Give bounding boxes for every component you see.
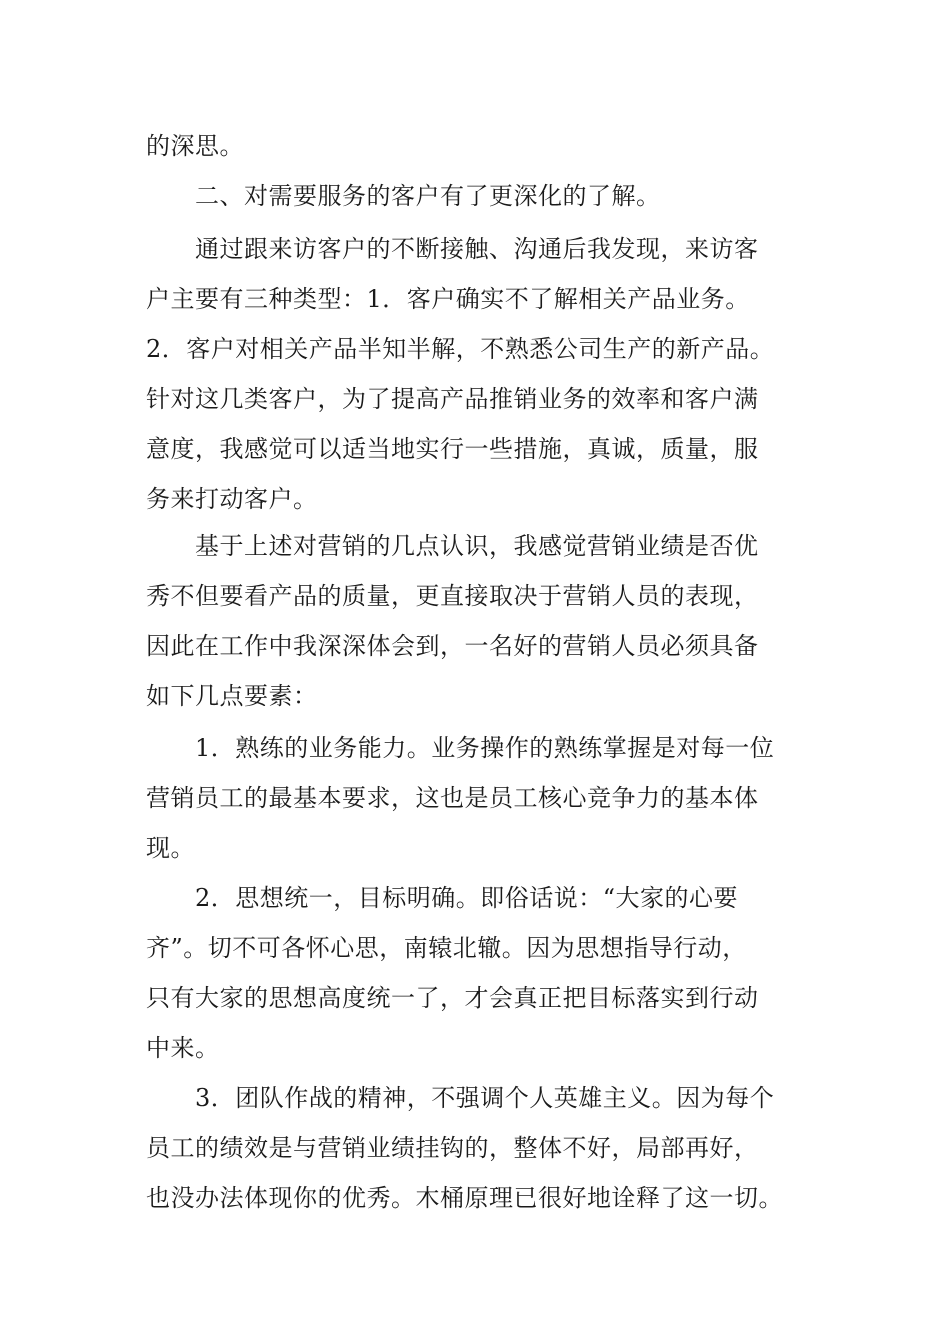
text-line: 2．客户对相关产品半知半解，不熟悉公司生产的新产品。 [146, 335, 775, 363]
text-line: 现。 [146, 834, 195, 862]
text-line: 意度，我感觉可以适当地实行一些措施，真诚，质量，服 [146, 435, 759, 463]
text-line: 只有大家的思想高度统一了，才会真正把目标落实到行动 [146, 984, 759, 1012]
text-line: 中来。 [146, 1034, 220, 1062]
text-line: 2．思想统一，目标明确。即俗话说：“大家的心要 [146, 884, 739, 912]
text-line: 通过跟来访客户的不断接触、沟通后我发现，来访客 [146, 235, 759, 263]
text-line: 针对这几类客户，为了提高产品推销业务的效率和客户满 [146, 385, 759, 413]
text-line: 户主要有三种类型：1．客户确实不了解相关产品业务。 [146, 285, 750, 313]
text-line: 员工的绩效是与营销业绩挂钩的，整体不好，局部再好， [146, 1134, 759, 1162]
text-line: 务来打动客户。 [146, 485, 318, 513]
text-line: 3．团队作战的精神，不强调个人英雄主义。因为每个 [146, 1084, 775, 1112]
text-line: 基于上述对营销的几点认识，我感觉营销业绩是否优 [146, 532, 759, 560]
text-line: 齐”。切不可各怀心思，南辕北辙。因为思想指导行动， [146, 934, 747, 962]
text-line: 营销员工的最基本要求，这也是员工核心竞争力的基本体 [146, 784, 759, 812]
text-line: 如下几点要素： [146, 682, 318, 710]
text-line: 秀不但要看产品的质量，更直接取决于营销人员的表现， [146, 582, 759, 610]
text-line: 也没办法体现你的优秀。木桶原理已很好地诠释了这一切。 [146, 1184, 783, 1212]
text-line: 的深思。 [146, 132, 244, 160]
text-line: 1．熟练的业务能力。业务操作的熟练掌握是对每一位 [146, 734, 775, 762]
text-line: 二、对需要服务的客户有了更深化的了解。 [146, 182, 661, 210]
text-line: 因此在工作中我深深体会到，一名好的营销人员必须具备 [146, 632, 759, 660]
